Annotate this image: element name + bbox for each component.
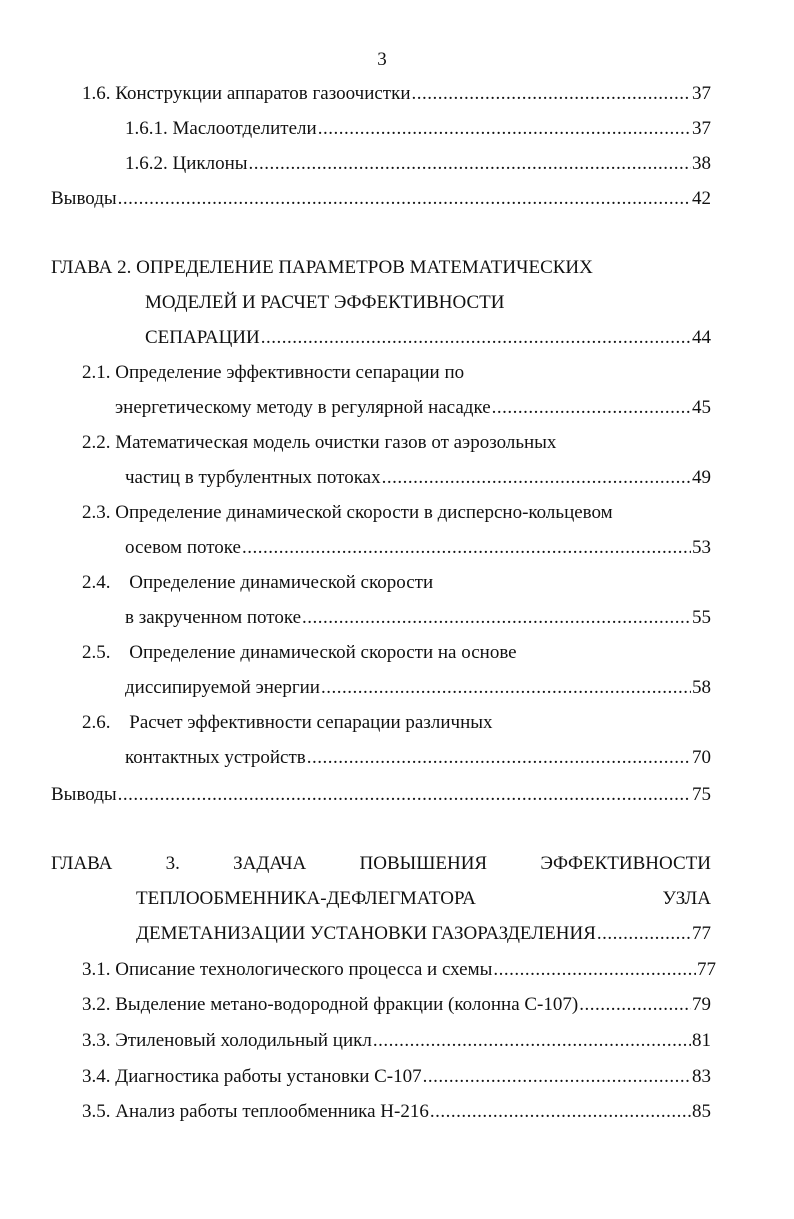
toc-section-3-3[interactable] [82,1029,711,1053]
chapter2-title-line2: МОДЕЛЕЙ И РАСЧЕТ ЭФФЕКТИВНОСТИ [145,292,505,313]
toc-section-2-3-line1 [82,501,613,525]
toc-entry-title: 1.6.2. Циклоны [125,153,248,174]
dot-leader [430,1100,691,1124]
chapter3-title-line2 [136,887,711,911]
toc-entry-page: 70 [692,747,711,768]
toc-entry-title: Выводы [51,188,117,209]
dot-leader [493,958,696,982]
toc-entry-page: 81 [692,1030,711,1051]
toc-section-3-5[interactable] [82,1100,711,1124]
toc-entry-page: 42 [692,188,711,209]
chapter3-title-line3: ДЕМЕТАНИЗАЦИИ УСТАНОВКИ ГАЗОРАЗДЕЛЕНИЯ [136,923,596,944]
toc-entry-page: 37 [692,83,711,104]
dot-leader [242,536,691,560]
section-title: 3.3. Этиленовый холодильный цикл [82,1030,372,1051]
chapter2-title-line1: ГЛАВА 2. ОПРЕДЕЛЕНИЕ ПАРАМЕТРОВ МАТЕМАТИЧЕСКИХ [51,257,593,278]
toc-section-2-5[interactable] [125,676,711,700]
toc-section-2-3[interactable] [125,536,711,560]
dot-leader [302,606,691,630]
section-title: Расчет эффективности сепарации различных [129,712,493,733]
title-word: 3. [165,853,180,874]
toc-entry-page: 83 [692,1066,711,1087]
toc-entry-page: 38 [692,153,711,174]
toc-section-2-2-line1 [82,431,556,455]
dot-leader [373,1029,691,1053]
dot-leader [318,117,691,141]
title-word: ТЕПЛООБМЕННИКА-ДЕФЛЕГМАТОРА [136,888,476,909]
toc-entry-chapter3[interactable] [136,922,711,946]
dot-leader [492,396,691,420]
dot-leader [321,676,691,700]
section-number: 2.6. [82,712,111,733]
dot-leader [579,993,691,1017]
page-number: 3 [377,49,387,70]
toc-section-2-6-line1 [82,711,493,735]
toc-section-2-5-line1 [82,641,517,665]
chapter3-title-line1 [51,852,711,876]
section-title-cont: частиц в турбулентных потоках [125,467,381,488]
section-title: Определение динамической скорости [129,572,434,593]
dot-leader [307,746,691,770]
section-number: 2.4. [82,572,111,593]
title-word: ЭФФЕКТИВНОСТИ [540,853,711,874]
toc-entry-page: 77 [692,923,711,944]
toc-entry-page: 53 [692,537,711,558]
section-title-cont: энергетическому методу в регулярной насадке [115,397,491,418]
toc-entry-page: 85 [692,1101,711,1122]
toc-entry-page: 75 [692,784,711,805]
dot-leader [423,1065,691,1089]
toc-entry-chapter2-conclusions[interactable] [51,783,711,807]
title-word: ЗАДАЧА [233,853,307,874]
toc-section-2-4-line1 [82,571,433,595]
dot-leader [412,82,691,106]
toc-entry-1-6-2[interactable] [125,152,711,176]
toc-entry-chapter1-conclusions[interactable] [51,187,711,211]
title-word: УЗЛА [662,888,711,909]
dot-leader [118,783,691,807]
section-title: Определение динамической скорости на основе [129,642,517,663]
dot-leader [261,326,691,350]
section-title-cont: в закрученном потоке [125,607,302,628]
toc-section-3-4[interactable] [82,1065,711,1089]
toc-entry-page: 79 [692,994,711,1015]
toc-entry-1-6[interactable] [82,82,711,106]
section-number: 2.2. [82,432,111,453]
chapter2-title-line3: СЕПАРАЦИИ [145,327,260,348]
toc-section-3-2[interactable] [82,993,711,1017]
toc-entry-title: 1.6. Конструкции аппаратов газоочистки [82,83,411,104]
section-title: 3.1. Описание технологического процесса и схемы [82,959,493,980]
dot-leader [118,187,691,211]
toc-entry-page: 49 [692,467,711,488]
section-title: Определение динамической скорости в дисперсно-кольцевом [115,502,613,523]
toc-entry-page: 37 [692,118,711,139]
toc-section-2-1-line1 [82,361,464,385]
section-title: 3.2. Выделение метано-водородной фракции (колонна С-107) [82,994,579,1015]
dot-leader [382,466,691,490]
toc-entry-page: 55 [692,607,711,628]
toc-section-2-6[interactable] [125,746,711,770]
section-title: Математическая модель очистки газов от аэрозольных [115,432,557,453]
section-number: 2.5. [82,642,111,663]
toc-entry-title: Выводы [51,784,117,805]
section-title-cont: контактных устройств [125,747,306,768]
section-title-cont: осевом потоке [125,537,241,558]
toc-entry-1-6-1[interactable] [125,117,711,141]
section-title: Определение эффективности сепарации по [115,362,465,383]
toc-section-2-4[interactable] [125,606,711,630]
toc-entry-chapter2[interactable] [145,326,711,350]
dot-leader [249,152,691,176]
title-word: ПОВЫШЕНИЯ [359,853,488,874]
section-number: 2.3. [82,502,111,523]
dot-leader [597,922,691,946]
toc-section-2-1[interactable] [115,396,711,420]
section-title: 3.5. Анализ работы теплообменника Н-216 [82,1101,429,1122]
section-title: 3.4. Диагностика работы установки С-107 [82,1066,422,1087]
toc-entry-page: 77 [697,959,716,980]
toc-section-2-2[interactable] [125,466,711,490]
toc-entry-title: 1.6.1. Маслоотделители [125,118,317,139]
section-title-cont: диссипируемой энергии [125,677,320,698]
toc-entry-page: 45 [692,397,711,418]
toc-section-3-1[interactable] [82,958,716,982]
title-word: ГЛАВА [51,853,113,874]
section-number: 2.1. [82,362,111,383]
toc-entry-page: 58 [692,677,711,698]
toc-entry-page: 44 [692,327,711,348]
